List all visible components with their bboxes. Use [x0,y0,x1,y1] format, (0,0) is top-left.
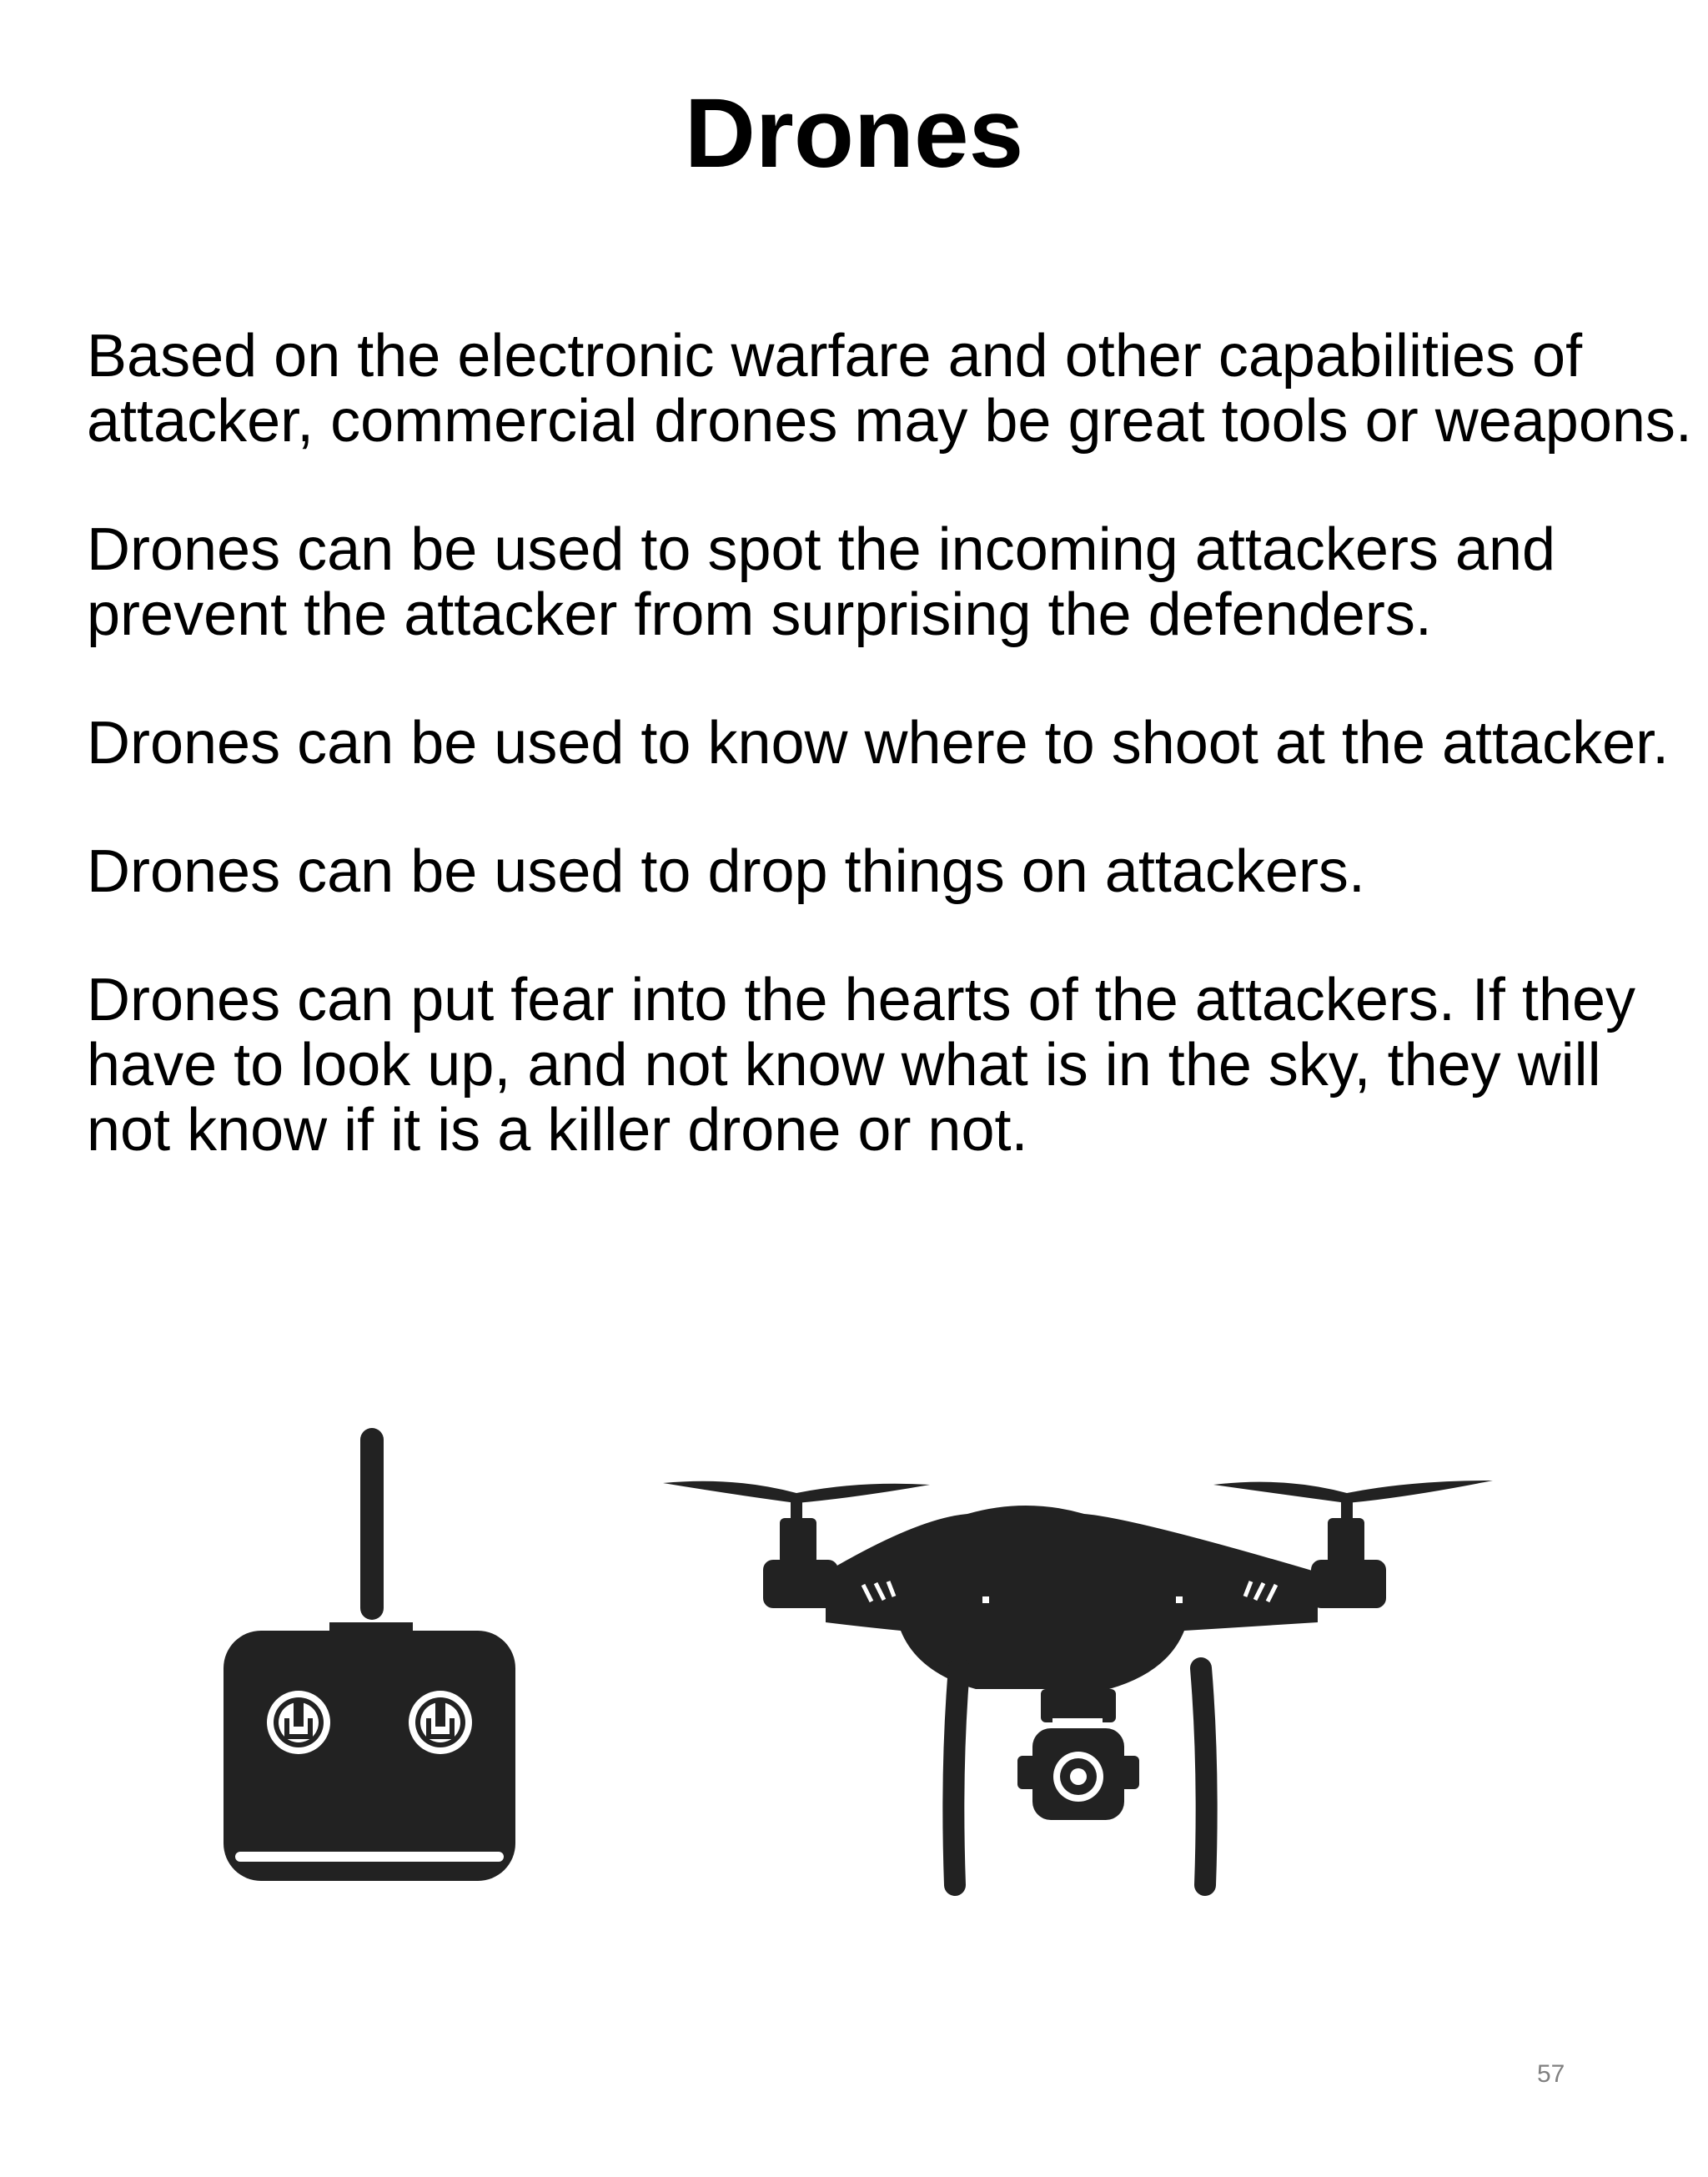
remote-controller-icon [224,1428,515,1881]
paragraph-spot-attackers: Drones can be used to spot the incoming attackers and prevent the attacker from surprising the defenders. [87,516,1556,648]
drone-illustrations [0,1418,1708,1918]
page-title: Drones [684,78,1024,189]
body-text [87,324,1696,1226]
paragraph-intro: Based on the electronic warfare and other capabilities of attacker, commercial drones may be great tools or weapons. [87,323,1692,455]
quadcopter-drone-icon [663,1481,1493,1885]
paragraph-where-to-shoot: Drones can be used to know where to shoot at the attacker. [87,710,1670,777]
paragraph-drop-things: Drones can be used to drop things on attackers. [87,838,1365,905]
page-number: 57 [1537,2060,1565,2088]
paragraph-fear: Drones can put fear into the hearts of the attackers. If they have to look up, and not know what is in the sky, they will not know if it is a killer drone or not. [87,967,1636,1164]
